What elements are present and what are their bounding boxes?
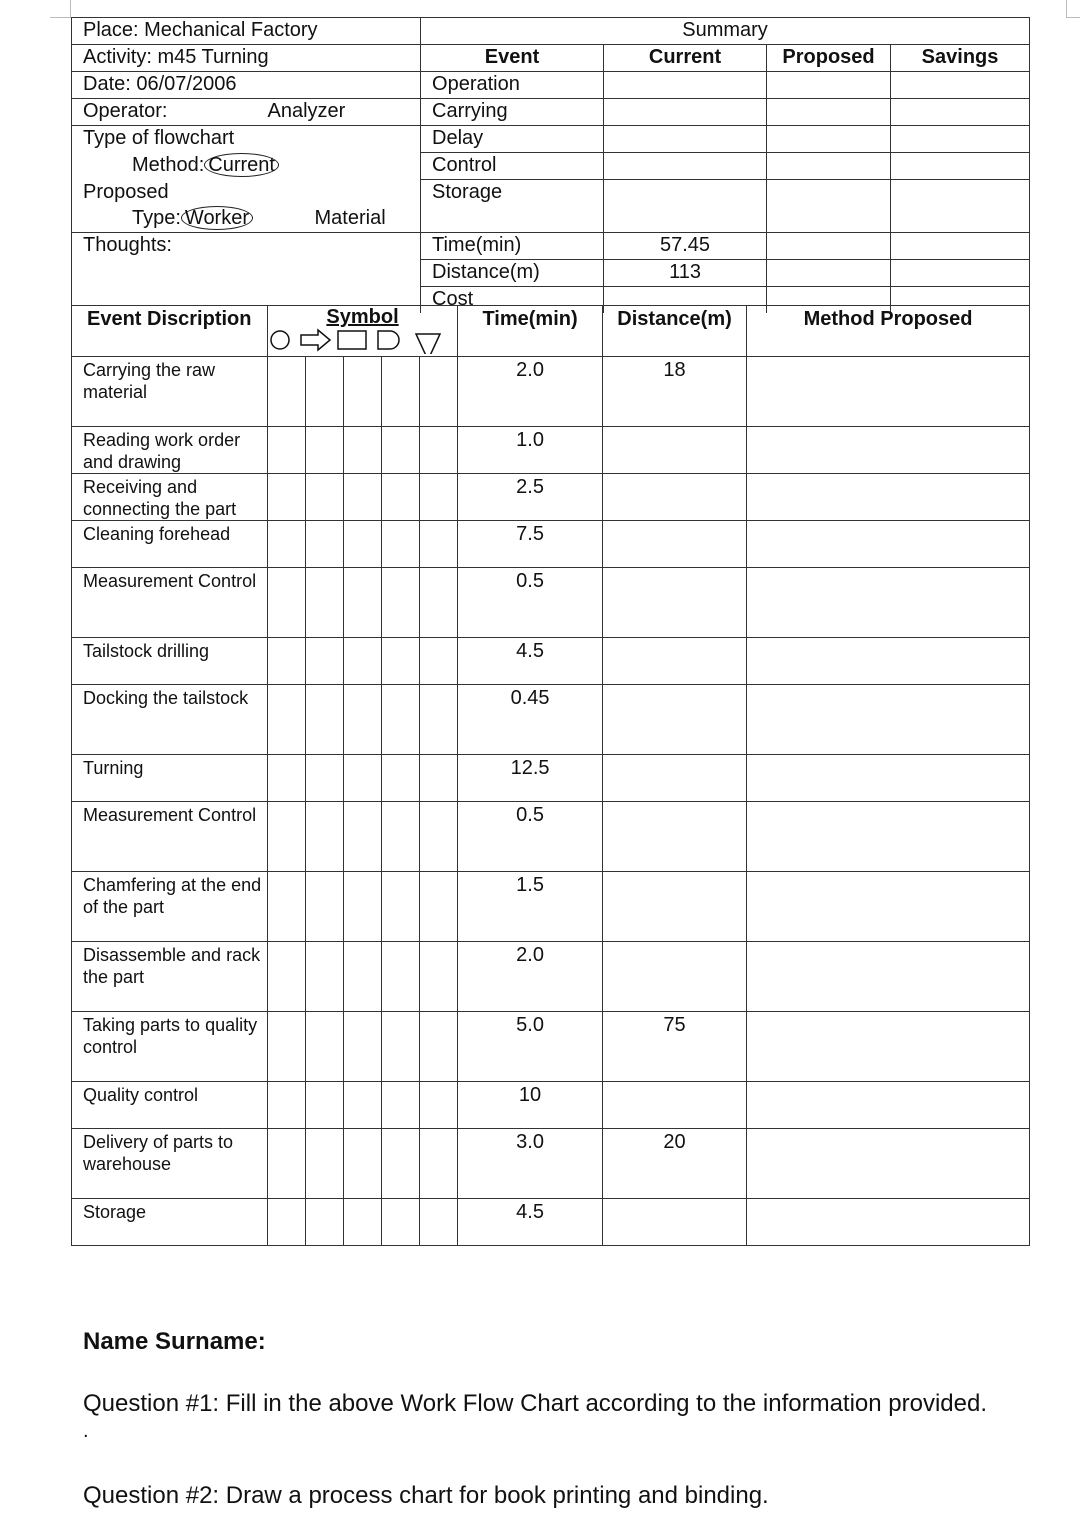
name-surname-label: Name Surname: [83, 1328, 266, 1355]
symbol-cell [420, 1199, 458, 1246]
symbol-cell [420, 802, 458, 872]
operator-value: Analyzer [268, 99, 421, 126]
summary-savings [891, 72, 1030, 99]
symbol-label: Symbol [326, 306, 399, 328]
symbol-cell [268, 755, 306, 802]
event-time: 4.5 [458, 638, 603, 685]
symbol-cell [382, 521, 420, 568]
symbol-cell [306, 755, 344, 802]
question-2: Question #2: Draw a process chart for book printing and binding. [83, 1482, 769, 1509]
summary-header-table [71, 17, 1030, 313]
symbol-cell [344, 685, 382, 755]
symbol-cell [420, 474, 458, 521]
event-distance [603, 685, 747, 755]
table-row [72, 1199, 1030, 1246]
summary-event: Storage [421, 180, 604, 233]
event-description: Tailstock drilling [72, 638, 268, 685]
summary-proposed [767, 72, 891, 99]
method-proposed-cell [747, 1129, 1030, 1199]
event-time: 1.0 [458, 427, 603, 474]
event-description: Reading work order and drawing [72, 427, 268, 474]
summary-savings [891, 259, 1030, 286]
stray-dot: . [83, 1420, 89, 1442]
symbol-cell [420, 357, 458, 427]
symbol-cell [382, 568, 420, 638]
method-proposed-cell [747, 802, 1030, 872]
symbol-cell [268, 685, 306, 755]
symbol-cell [306, 568, 344, 638]
symbol-cell [306, 1082, 344, 1129]
summary-col-current: Current [604, 45, 767, 72]
method-proposed-cell [747, 1082, 1030, 1129]
event-distance [603, 755, 747, 802]
page-corner-left [50, 0, 71, 18]
type-worker-circled: Worker [181, 206, 253, 230]
symbol-cell [420, 755, 458, 802]
symbol-cell [268, 568, 306, 638]
summary-savings [891, 232, 1030, 259]
symbol-cell [420, 521, 458, 568]
summary-proposed [767, 259, 891, 286]
symbol-cell [344, 1082, 382, 1129]
symbol-cell [306, 427, 344, 474]
table-row [72, 685, 1030, 755]
symbol-cell [382, 942, 420, 1012]
table-row [72, 474, 1030, 521]
event-distance [603, 1082, 747, 1129]
symbol-cell [306, 638, 344, 685]
event-description: Chamfering at the end of the part [72, 872, 268, 942]
symbol-cell [306, 474, 344, 521]
table-row [72, 427, 1030, 474]
page-corner-right [1066, 0, 1080, 18]
summary-col-event: Event [421, 45, 604, 72]
event-time: 12.5 [458, 755, 603, 802]
summary-event: Delay [421, 126, 604, 153]
event-rows [72, 357, 1030, 1246]
symbol-cell [420, 942, 458, 1012]
event-time: 0.5 [458, 568, 603, 638]
symbol-cell [268, 802, 306, 872]
thoughts-text: Thoughts: [72, 232, 421, 313]
event-time: 2.0 [458, 942, 603, 1012]
summary-col-proposed: Proposed [767, 45, 891, 72]
symbol-cell [306, 1199, 344, 1246]
event-distance [603, 802, 747, 872]
event-description: Quality control [72, 1082, 268, 1129]
symbol-cell [344, 568, 382, 638]
symbol-cell [344, 1012, 382, 1082]
summary-proposed [767, 99, 891, 126]
table-row [72, 802, 1030, 872]
date-text: Date: 06/07/2006 [72, 72, 421, 99]
symbol-cell [268, 1082, 306, 1129]
symbol-cell [344, 1129, 382, 1199]
table-row [72, 942, 1030, 1012]
method-proposed-cell [747, 521, 1030, 568]
summary-current [604, 180, 767, 233]
symbol-cell [382, 474, 420, 521]
symbol-cell [420, 1082, 458, 1129]
question-1: Question #1: Fill in the above Work Flow Chart according to the information provided. [83, 1390, 988, 1417]
event-distance [603, 942, 747, 1012]
event-time: 10 [458, 1082, 603, 1129]
type-line [72, 206, 268, 233]
event-time: 4.5 [458, 1199, 603, 1246]
symbol-cell [306, 1012, 344, 1082]
method-proposed-cell [747, 427, 1030, 474]
symbol-cell [268, 638, 306, 685]
event-time: 1.5 [458, 872, 603, 942]
symbol-cell [382, 685, 420, 755]
symbol-cell [268, 942, 306, 1012]
symbol-cell [306, 802, 344, 872]
method-proposed-cell [747, 872, 1030, 942]
symbol-cell [344, 357, 382, 427]
symbol-cell [420, 1129, 458, 1199]
symbol-cell [306, 1129, 344, 1199]
event-distance [603, 1199, 747, 1246]
summary-proposed [767, 153, 891, 180]
event-distance: 18 [603, 357, 747, 427]
symbol-cell [344, 802, 382, 872]
symbol-cell [344, 521, 382, 568]
symbol-cell [268, 872, 306, 942]
type-material: Material [268, 206, 421, 233]
summary-savings [891, 180, 1030, 233]
table-row [72, 521, 1030, 568]
type-label: Type: [132, 206, 181, 229]
summary-proposed [767, 180, 891, 233]
event-description: Delivery of parts to warehouse [72, 1129, 268, 1199]
symbol-cell [268, 357, 306, 427]
symbol-cell [382, 755, 420, 802]
event-distance: 20 [603, 1129, 747, 1199]
event-distance [603, 638, 747, 685]
symbol-cell [306, 357, 344, 427]
method-proposed-cell [747, 1012, 1030, 1082]
event-time: 0.5 [458, 802, 603, 872]
place-text: Place: Mechanical Factory [72, 18, 421, 45]
symbol-cell [382, 802, 420, 872]
activity-text: Activity: m45 Turning [72, 45, 421, 72]
method-proposed-cell [747, 685, 1030, 755]
summary-title: Summary [421, 18, 1030, 45]
event-description: Measurement Control [72, 568, 268, 638]
symbol-cell [344, 872, 382, 942]
symbol-cell [382, 1129, 420, 1199]
symbol-cell [306, 872, 344, 942]
col-method-proposed: Method Proposed [747, 306, 1030, 357]
event-distance [603, 521, 747, 568]
symbol-cell [268, 427, 306, 474]
col-event-description: Event Discription [72, 306, 268, 357]
summary-event: Distance(m) [421, 259, 604, 286]
summary-current: 57.45 [604, 232, 767, 259]
event-time: 2.0 [458, 357, 603, 427]
event-description: Measurement Control [72, 802, 268, 872]
transport-arrow-icon [301, 330, 330, 350]
event-time: 5.0 [458, 1012, 603, 1082]
event-description: Docking the tailstock [72, 685, 268, 755]
event-description: Cleaning forehead [72, 521, 268, 568]
summary-event: Operation [421, 72, 604, 99]
table-row [72, 1082, 1030, 1129]
summary-event: Carrying [421, 99, 604, 126]
event-description: Turning [72, 755, 268, 802]
table-row [72, 1129, 1030, 1199]
symbol-cell [268, 1129, 306, 1199]
event-time: 0.45 [458, 685, 603, 755]
symbol-cell [344, 755, 382, 802]
symbol-cell [382, 357, 420, 427]
symbol-cell [420, 685, 458, 755]
summary-event: Cost [421, 286, 604, 313]
summary-current [604, 126, 767, 153]
table-row [72, 357, 1030, 427]
table-row [72, 872, 1030, 942]
event-distance [603, 568, 747, 638]
symbol-cell [382, 1199, 420, 1246]
symbol-cell [382, 872, 420, 942]
method-proposed-cell [747, 942, 1030, 1012]
symbol-cell [268, 1012, 306, 1082]
summary-proposed [767, 232, 891, 259]
symbol-cell [268, 1199, 306, 1246]
summary-savings [891, 126, 1030, 153]
symbol-cell [382, 638, 420, 685]
symbol-cell [420, 568, 458, 638]
event-distance: 75 [603, 1012, 747, 1082]
summary-event: Control [421, 153, 604, 180]
method-proposed-cell [747, 755, 1030, 802]
method-proposed-cell [747, 357, 1030, 427]
summary-proposed [767, 126, 891, 153]
method-line [72, 153, 421, 180]
symbol-cell [382, 1082, 420, 1129]
symbol-cell [268, 521, 306, 568]
event-description: Storage [72, 1199, 268, 1246]
table-row [72, 1012, 1030, 1082]
summary-savings [891, 99, 1030, 126]
operator-label: Operator: [72, 99, 268, 126]
event-distance [603, 872, 747, 942]
symbol-cell [344, 1199, 382, 1246]
event-table [71, 305, 1030, 1246]
summary-current: 113 [604, 259, 767, 286]
symbol-cell [306, 685, 344, 755]
col-time: Time(min) [458, 306, 603, 357]
symbol-icons [268, 326, 458, 354]
symbol-cell [420, 872, 458, 942]
symbol-cell [382, 427, 420, 474]
summary-current [604, 72, 767, 99]
method-proposed-cell [747, 1199, 1030, 1246]
method-current-circled: Current [204, 153, 279, 177]
table-row [72, 755, 1030, 802]
event-distance [603, 474, 747, 521]
symbol-cell [420, 1012, 458, 1082]
summary-col-savings: Savings [891, 45, 1030, 72]
summary-savings [891, 153, 1030, 180]
event-description: Disassemble and rack the part [72, 942, 268, 1012]
flowchart-type-text: Type of flowchart [72, 126, 421, 153]
symbol-cell [382, 1012, 420, 1082]
summary-current [604, 153, 767, 180]
symbol-cell [344, 427, 382, 474]
symbol-cell [344, 942, 382, 1012]
storage-triangle-icon [416, 334, 440, 354]
inspection-square-icon [338, 331, 366, 349]
method-proposed-cell [747, 474, 1030, 521]
summary-current [604, 99, 767, 126]
symbol-cell [344, 638, 382, 685]
symbol-cell [268, 474, 306, 521]
event-time: 3.0 [458, 1129, 603, 1199]
event-description: Taking parts to quality control [72, 1012, 268, 1082]
method-proposed-cell [747, 638, 1030, 685]
event-description: Receiving and connecting the part [72, 474, 268, 521]
summary-event: Time(min) [421, 232, 604, 259]
method-proposed-cell [747, 568, 1030, 638]
event-distance [603, 427, 747, 474]
symbol-cell [420, 638, 458, 685]
event-time: 7.5 [458, 521, 603, 568]
symbol-cell [306, 942, 344, 1012]
event-time: 2.5 [458, 474, 603, 521]
proposed-text: Proposed [72, 180, 421, 206]
symbol-cell [344, 474, 382, 521]
method-label: Method: [132, 153, 205, 176]
symbol-cell [306, 521, 344, 568]
table-row [72, 568, 1030, 638]
operation-circle-icon [271, 331, 289, 349]
col-symbol [268, 306, 458, 357]
delay-d-icon [378, 331, 399, 349]
symbol-cell [420, 427, 458, 474]
table-row [72, 638, 1030, 685]
event-description: Carrying the raw material [72, 357, 268, 427]
col-distance: Distance(m) [603, 306, 747, 357]
